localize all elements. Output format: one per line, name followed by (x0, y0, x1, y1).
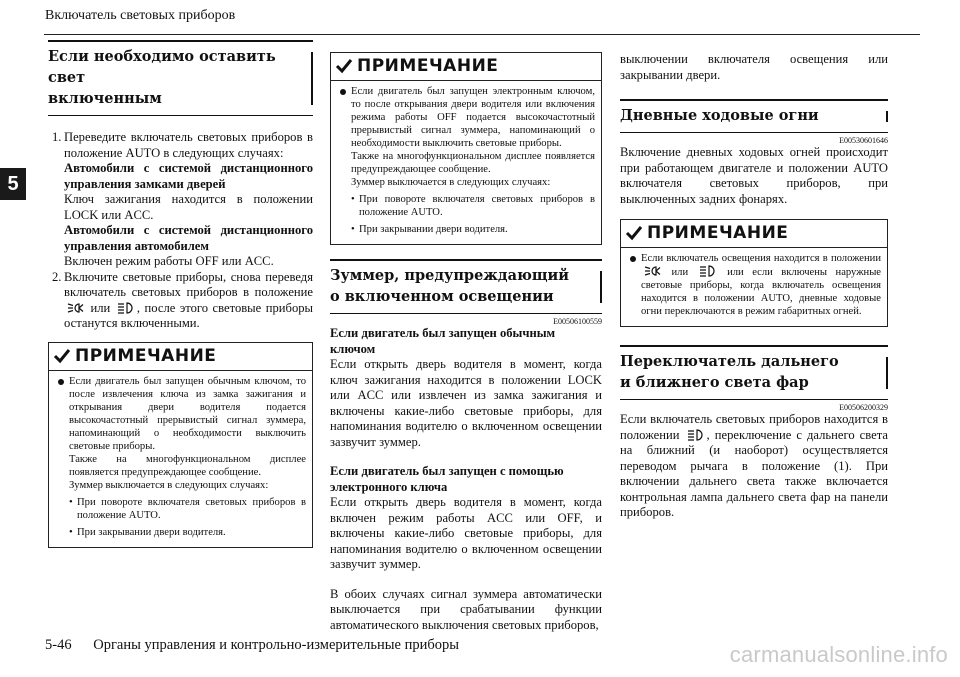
note-title: ПРИМЕЧАНИЕ (75, 345, 217, 366)
subheading-normal-key: Если двигатель был запущен обычным ключом (330, 326, 556, 356)
note-item: • При повороте включателя световых приборов в положение AUTO. (351, 194, 595, 218)
note-body (331, 81, 601, 244)
note-item: • При закрывании двери водителя. (351, 224, 508, 235)
heading-line-1: Переключатель дальнего (620, 353, 839, 370)
note-header (621, 220, 887, 248)
note-paragraph: Зуммер выключается в следующих случаях: (351, 177, 551, 188)
note-body (621, 248, 887, 326)
step-1-sub2-title: Автомобили с системой дистанционного управления автомобилем (64, 223, 313, 253)
step-1-sub1-text: Ключ зажигания находится в положении LOCK или ACC. (64, 192, 313, 222)
note-text-b: или если включены наружные световые приборы, когда включатель освещения находится в положении AUTO, дневные ходовые огни переключаются в режим габаритных огней. (641, 267, 882, 317)
note-item: • При закрывании двери водителя. (69, 526, 226, 538)
page-footer (45, 637, 459, 654)
paragraph-both-cases: В обоих случаях сигнал зуммера автоматически выключается при срабатывании функции автоматического выключения световых приборов, (330, 586, 602, 632)
column-3 (620, 52, 888, 521)
step-1: 1. Переведите включатель световых приборов в положение AUTO в следующих случаях: Автомобили с системой дистанционного управления замками дверей Ключ зажигания находится в положении LOCK или ACC. Автомобили с системой дистанционного управления автомобилем Включен режим работы OFF или ACC. (52, 130, 313, 268)
section-heading-high-low-beam (620, 345, 888, 400)
header-rule (44, 34, 920, 35)
note-text-a: Если включатель освещения находится в положении (641, 253, 881, 264)
note-item-text: При закрывании двери водителя. (77, 526, 226, 538)
chapter-tab: 5 (0, 168, 26, 200)
parking-lamp-icon (643, 265, 661, 277)
section-code: E00506100559 (553, 317, 602, 326)
checkmark-icon (625, 225, 643, 241)
heading-line-2: и ближнего света фар (620, 374, 809, 391)
paragraph-text-b: , переключение с дальнего света на ближний (и наоборот) осуществляется переводом рычага в положение (1). При включении дальнего света также включается контрольная лампа дальнего света фар на панели приборов. (620, 427, 888, 519)
checkmark-icon (53, 348, 71, 364)
section-code: E00506200329 (839, 403, 888, 412)
heading-line-2: включенным (48, 90, 162, 107)
paragraph-text-a: Если включатель световых приборов находится в положении (620, 412, 888, 442)
paragraph-drl: Включение дневных ходовых огней происходит при работающем двигателе и положении AUTO включателя световых приборов, при выключенных задних фонарях. (620, 145, 888, 206)
note-title: ПРИМЕЧАНИЕ (357, 56, 499, 76)
note-paragraph: Если двигатель был запущен обычным ключом, то после извлечения ключа из замка зажигания и открывания двери водителя подается высокочастотный прерывистый сигнал зуммера, напоминающий о необходимости выключить световые приборы. (69, 375, 306, 452)
note-bullet (57, 375, 306, 492)
paragraph-normal-key: Если открыть дверь водителя в момент, когда ключ зажигания находится в положении LOCK или ACC или извлечен из замка зажигания и включены какие-либо световые приборы, для напоминания водителю о включенном освещении зазвучит зуммер. (330, 357, 602, 449)
note-paragraph: Также на многофункциональном дисплее появляется предупреждающее сообщение. (69, 453, 306, 478)
checkmark-icon (335, 58, 353, 74)
note-item: • При повороте включателя световых приборов в положение AUTO. (69, 496, 306, 521)
headlamp-icon (117, 302, 135, 314)
step-2-text-a: Включите световые приборы, снова переведя включатель световых приборов в положение (64, 269, 313, 299)
note-paragraph: Зуммер выключается в следующих случаях: (69, 479, 269, 491)
step-1-text: Переведите включатель световых приборов в положение AUTO в следующих случаях: (64, 130, 313, 160)
step-1-sub2-text: Включен режим работы OFF или ACC. (64, 254, 274, 268)
note-box-2 (330, 52, 602, 245)
note-box-1 (48, 342, 313, 548)
column-2 (330, 52, 602, 633)
note-bullet (339, 85, 595, 189)
section-heading-drl (620, 99, 888, 133)
heading-line-1: Если необходимо оставить свет (48, 48, 276, 86)
headlamp-icon (687, 429, 705, 441)
heading-line-1: Зуммер, предупреждающий (330, 267, 570, 284)
watermark: carmanualsonline.info (729, 642, 948, 667)
parking-lamp-icon (66, 302, 84, 314)
note-title: ПРИМЕЧАНИЕ (647, 223, 789, 243)
heading-line-1: Дневные ходовые огни (620, 107, 819, 124)
note-bullet (629, 252, 881, 318)
note-paragraph: Также на многофункциональном дисплее появляется предупреждающее сообщение. (351, 151, 595, 175)
paragraph-electronic-key: Если открыть дверь водителя в момент, когда включен режим работы ACC или OFF, и включены какие-либо световые приборы, для напоминания водителю о включенном освещении зазвучит зуммер. (330, 495, 602, 571)
column-1 (48, 40, 313, 548)
page-number: 5-46 (45, 637, 72, 653)
heading-line-2: о включенном освещении (330, 288, 554, 305)
headlamp-icon (699, 265, 717, 277)
note-header (49, 343, 312, 371)
note-item-text: При повороте включателя световых приборов в положение AUTO. (359, 194, 595, 218)
paragraph-high-low-beam (620, 412, 888, 521)
note-body (49, 371, 312, 547)
step-2-text-b: , после этого световые приборы останутся включенными. (64, 300, 313, 330)
subheading-electronic-key: Если двигатель был запущен с помощью электронного ключа (330, 464, 564, 494)
section-code: E00530601646 (839, 136, 888, 145)
note-paragraph: Если двигатель был запущен электронным ключом, то после открывания двери водителя или включения режима работы OFF подается высокочастотный прерывистый сигнал зуммера, напоминающий о необходимости выключить световые приборы. (351, 86, 595, 149)
note-box-3 (620, 219, 888, 327)
steps-list (48, 130, 313, 332)
step-1-sub1-title: Автомобили с системой дистанционного управления замками дверей (64, 161, 313, 191)
footer-chapter-title: Органы управления и контрольно-измерительные приборы (93, 637, 459, 653)
note-text-or: или (671, 267, 689, 278)
section-heading-keep-lights-on (48, 40, 313, 116)
step-2-or: или (90, 300, 111, 315)
note-item-text: При закрывании двери водителя. (359, 224, 508, 235)
note-item-text: При повороте включателя световых приборов в положение AUTO. (77, 496, 306, 521)
section-heading-buzzer (330, 259, 602, 314)
step-2: 2. Включите световые приборы, снова переведя включатель световых приборов в положение или , после этого световые приборы останутся включенными. (52, 269, 313, 330)
page-header-title: Включатель световых приборов (45, 8, 236, 23)
paragraph-continued: выключении включателя освещения или закрывании двери. (620, 52, 888, 82)
note-header (331, 53, 601, 81)
